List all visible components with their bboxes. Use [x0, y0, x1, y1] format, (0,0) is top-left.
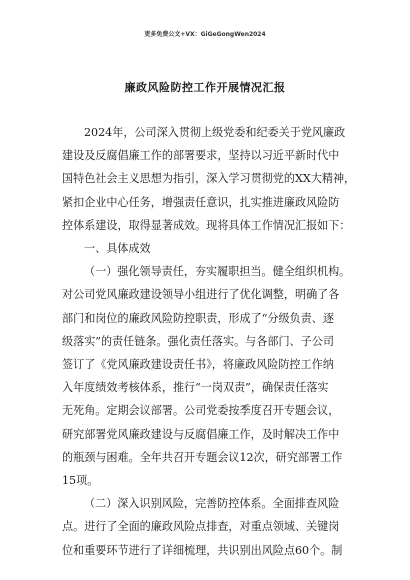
body-line: 研究部署党风廉政建设与反腐倡廉工作，及时解决工作中: [62, 427, 340, 441]
body-line: （一）强化领导责任，夯实履职担当。健全组织机构。: [84, 265, 351, 279]
body-line: 国特色社会主义思想为指引，深入学习贯彻党的XX大精神，: [62, 172, 356, 186]
header-note: 更多免费公文+VX：GiGeGongWen2024: [144, 31, 266, 38]
body-line: 点。进行了全面的廉政风险点排查，对重点领域、关键岗: [62, 520, 340, 534]
body-line: 15项。: [62, 474, 99, 488]
body-line: 签订了《党风廉政建设责任书》，将廉政风险防控工作纳: [62, 358, 334, 372]
document-title: 廉政风险防控工作开展情况汇报: [124, 81, 286, 94]
body-line: 位和重要环节进行了详细梳理，共识别出风险点60个。制: [62, 543, 343, 557]
body-line: 无死角。定期会议部署。公司党委按季度召开专题会议，: [62, 404, 340, 418]
body-line: 2024年，公司深入贯彻上级党委和纪委关于党风廉政: [84, 126, 346, 139]
body-line: 部门和岗位的廉政风险防控职责，形成了“分级负责、逐: [62, 311, 334, 325]
document-body: [62, 121, 356, 562]
body-line: 对公司党风廉政建设领导小组进行了优化调整，明确了各: [62, 288, 340, 302]
body-line: 建设及反腐倡廉工作的部署要求，坚持以习近平新时代中: [62, 149, 340, 163]
body-line: （二）深入识别风险，完善防控体系。全面排查风险: [84, 497, 340, 511]
body-line: 紧扣企业中心任务，增强责任意识，扎实推进廉政风险防: [62, 195, 340, 209]
body-line: 一、具体成效: [84, 242, 151, 256]
body-line: 控体系建设，取得显著成效。现将具体工作情况汇报如下：: [62, 218, 351, 232]
body-line: 的瓶颈与困难。全年共召开专题会议12次，研究部署工作: [62, 450, 343, 464]
body-line: 入年度绩效考核体系，推行“一岗双责”，确保责任落实: [62, 381, 329, 395]
body-line: 级落实”的责任链条。强化责任落实。与各部门、子公司: [62, 334, 334, 348]
